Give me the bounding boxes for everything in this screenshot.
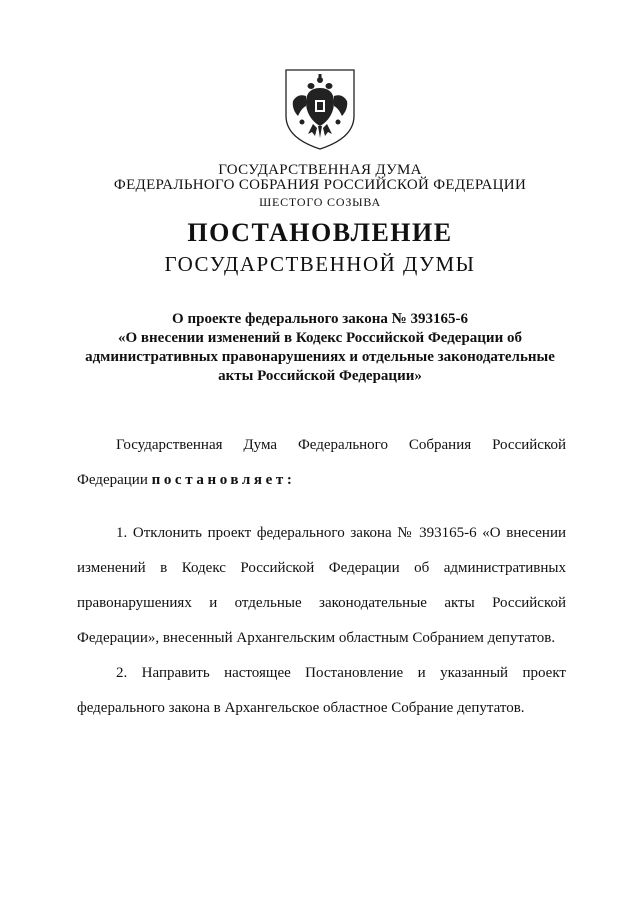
subject-line: О проекте федерального закона № 393165-6 [172,311,468,327]
convocation-line: ШЕСТОГО СОЗЫВА [259,195,381,209]
org-name-line-2: ФЕДЕРАЛЬНОГО СОБРАНИЯ РОССИЙСКОЙ ФЕДЕРАЦИИ [113,177,527,193]
document-subtitle: ГОСУДАРСТВЕННОЙ ДУМЫ [164,252,476,276]
item-1-paragraph: 1. Отклонить проект федерального закона № 393165-6 «О внесении изменений в Кодекс Российской Федерации об административных правонарушениях и отдельные законодательные акты Российской Федерации», внесенный Архангельским областным Собранием депутатов. [77,525,566,646]
intro-text: Государственная Дума Федерального Собрания Российской Федерации [77,437,566,488]
org-name-line-1: ГОСУДАРСТВЕННАЯ ДУМА [218,162,422,178]
intro-verb: постановляет: [151,472,296,488]
subject-heading [0,310,640,386]
item-2-paragraph: 2. Направить настоящее Постановление и указанный проект федерального закона в Архангельское областное Собрание депутатов. [77,665,566,716]
coat-of-arms-icon [280,66,360,152]
intro-paragraph [77,428,566,498]
subject-line: «О внесении изменений в Кодекс Российской Федерации об [118,330,522,346]
subject-line: акты Российской Федерации» [218,368,422,384]
subject-line: административных правонарушениях и отдельные законодательные [85,349,555,365]
document-title: ПОСТАНОВЛЕНИЕ [187,218,453,247]
